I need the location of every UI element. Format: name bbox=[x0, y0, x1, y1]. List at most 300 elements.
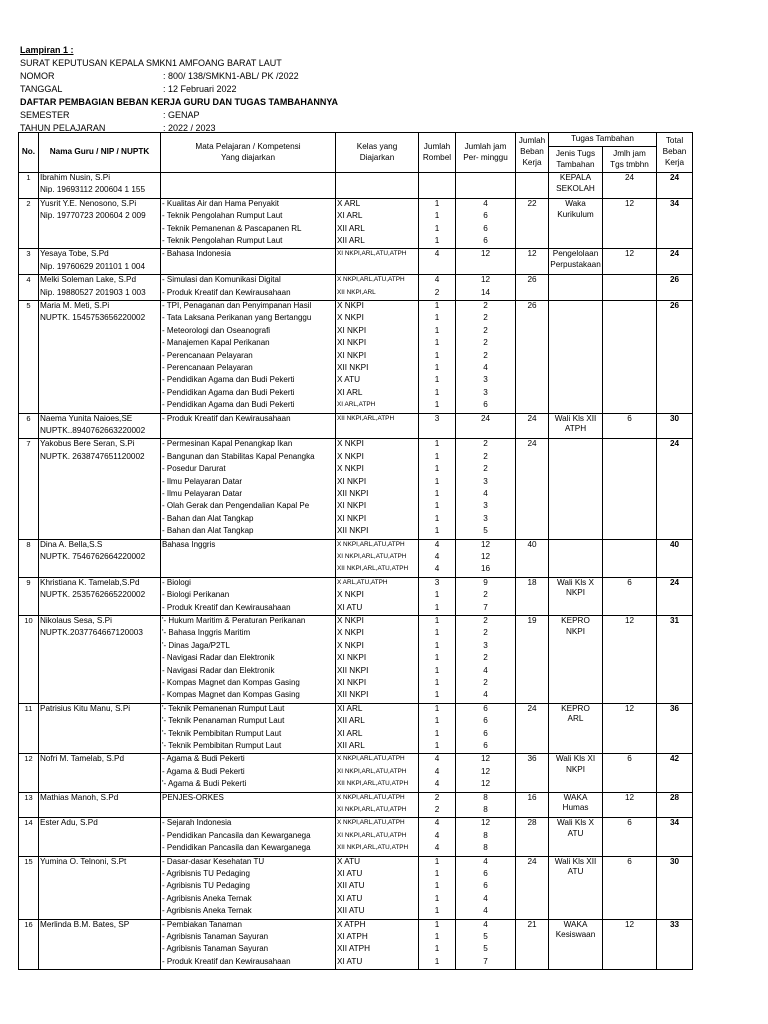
extra-task bbox=[549, 919, 603, 970]
extra-task-line: Perpustakaan bbox=[550, 260, 601, 270]
subject-item: '- Hukum Maritim & Peraturan Perikanan bbox=[162, 615, 306, 625]
subject-item: - TPI, Penaganan dan Penyimpanan Hasil bbox=[162, 300, 312, 310]
rombel-value: 4 bbox=[434, 766, 440, 776]
workload-value: 24 bbox=[516, 703, 549, 754]
teacher-id: NUPTK. 2638747651120002 bbox=[40, 451, 145, 461]
hours-value: 6 bbox=[483, 881, 488, 891]
row-number bbox=[19, 198, 39, 249]
hours-value: 6 bbox=[483, 211, 488, 221]
rombel-value: 2 bbox=[434, 792, 440, 802]
teacher-name: Ester Adu, S.Pd bbox=[40, 818, 98, 828]
teacher-identity bbox=[39, 856, 161, 919]
workload-value: 40 bbox=[516, 539, 549, 577]
teacher-id: Nip. 19693112 200604 1 155 bbox=[40, 185, 146, 195]
rombel-value: 1 bbox=[434, 313, 440, 323]
class-list bbox=[336, 413, 419, 439]
subject-item: - Manajemen Kapal Perikanan bbox=[162, 338, 270, 348]
subject-item: - Navigasi Radar dan Elektronik bbox=[162, 653, 275, 663]
extra-task-line: KEPRO bbox=[561, 615, 590, 625]
hours-value: 2 bbox=[483, 615, 488, 625]
subject-list bbox=[161, 919, 336, 970]
subject-list bbox=[161, 856, 336, 919]
subject-item: - Pendidikan Pancasila dan Kewarganega bbox=[162, 830, 311, 840]
class-item: XII NKPI,ARL,ATU,ATPH bbox=[337, 565, 409, 573]
extra-task-line: Kurikulum bbox=[557, 209, 594, 219]
table-row bbox=[19, 539, 693, 577]
extra-task bbox=[549, 173, 603, 199]
hours-value: 6 bbox=[483, 703, 488, 713]
class-item: XII ARL bbox=[337, 716, 365, 726]
subject-list bbox=[161, 300, 336, 413]
teacher-name: Dina A. Bella,S.S bbox=[40, 539, 103, 549]
class-list bbox=[336, 173, 419, 199]
hours-value: 2 bbox=[483, 439, 488, 449]
subject-item: - Agribisnis Aneka Ternak bbox=[162, 906, 252, 916]
class-item: X ARL bbox=[337, 198, 361, 208]
workload-table bbox=[18, 132, 693, 970]
hours-value: 6 bbox=[483, 716, 488, 726]
row-number-value: 4 bbox=[26, 275, 31, 285]
class-item: XII NKPI bbox=[337, 362, 369, 372]
extra-task-hours: 6 bbox=[603, 577, 657, 615]
hours-value: 12 bbox=[480, 249, 491, 259]
extra-task-line: ATU bbox=[567, 867, 584, 877]
col-no: No. bbox=[19, 133, 39, 173]
subject-item: - Ilmu Pelayaran Datar bbox=[162, 488, 243, 498]
teacher-id: Nip. 19880527 201903 1 003 bbox=[40, 287, 146, 297]
row-number-value: 9 bbox=[26, 577, 31, 587]
hours-value: 4 bbox=[483, 856, 488, 866]
hours-list bbox=[456, 173, 516, 199]
row-number bbox=[19, 249, 39, 275]
subject-item: - Agribisnis TU Pedaging bbox=[162, 868, 250, 878]
total-workload: 40 bbox=[657, 539, 693, 577]
subject-item: - Tata Laksana Perikanan yang Bertanggu bbox=[162, 313, 312, 323]
rombel-list bbox=[419, 249, 456, 275]
col-beban-line2: Beban bbox=[520, 147, 544, 157]
surat-title: SURAT KEPUTUSAN KEPALA SMKN1 AMFOANG BARAT LAUT bbox=[20, 58, 282, 68]
class-item: X NKPI bbox=[337, 590, 364, 600]
subject-item: - Kompas Magnet dan Kompas Gasing bbox=[162, 690, 300, 700]
subject-item: - Perencanaan Pelayaran bbox=[162, 362, 253, 372]
row-number-value: 3 bbox=[26, 249, 31, 259]
class-item: X NKPI bbox=[337, 640, 364, 650]
rombel-value: 4 bbox=[434, 551, 440, 561]
hours-list bbox=[456, 919, 516, 970]
teacher-identity bbox=[39, 792, 161, 818]
subject-item: - Pendidikan Agama dan Budi Pekerti bbox=[162, 387, 295, 397]
class-item: X NKPI,ARL,ATU,ATPH bbox=[337, 276, 405, 284]
col-kelas-line1: Kelas yang bbox=[356, 141, 398, 151]
col-total-line2: Beban bbox=[662, 147, 687, 157]
extra-task-hours: 6 bbox=[603, 413, 657, 439]
row-number-value: 13 bbox=[24, 792, 33, 802]
hours-value: 2 bbox=[483, 338, 488, 348]
class-item: XI NKPI bbox=[337, 338, 367, 348]
extra-task-line: ATU bbox=[567, 829, 584, 839]
document-header bbox=[20, 44, 750, 135]
extra-task-line: ARL bbox=[567, 714, 584, 724]
rombel-list bbox=[419, 792, 456, 818]
rombel-value: 1 bbox=[434, 703, 440, 713]
extra-task-hours: 24 bbox=[603, 173, 657, 199]
teacher-identity bbox=[39, 300, 161, 413]
row-number bbox=[19, 792, 39, 818]
extra-task bbox=[549, 275, 603, 301]
hours-list bbox=[456, 792, 516, 818]
rombel-value: 1 bbox=[434, 362, 440, 372]
col-total bbox=[657, 133, 693, 173]
rombel-value: 4 bbox=[434, 754, 440, 764]
total-workload: 31 bbox=[657, 615, 693, 703]
subject-item: - Pendidikan Agama dan Budi Pekerti bbox=[162, 400, 295, 410]
class-item: XII NKPI bbox=[337, 665, 369, 675]
class-item: X NKPI bbox=[337, 464, 364, 474]
extra-task bbox=[549, 413, 603, 439]
class-item: X NKPI bbox=[337, 439, 364, 449]
rombel-value: 1 bbox=[434, 893, 440, 903]
rombel-value: 1 bbox=[434, 439, 440, 449]
subject-item: - Biologi bbox=[162, 577, 191, 587]
workload-value: 36 bbox=[516, 754, 549, 792]
extra-task-line: Wali Kls XII bbox=[554, 413, 597, 423]
class-item: XI NKPI bbox=[337, 653, 367, 663]
rombel-value: 4 bbox=[434, 539, 440, 549]
subject-item: '- Dinas Jaga/P2TL bbox=[162, 640, 230, 650]
subject-item: - Simulasi dan Komunikasi Digital bbox=[162, 275, 281, 285]
hours-value: 8 bbox=[483, 804, 488, 814]
extra-task-hours: 12 bbox=[603, 615, 657, 703]
class-item: X NKPI bbox=[337, 300, 364, 310]
rombel-value: 2 bbox=[434, 804, 440, 814]
class-item: XI ATU bbox=[337, 868, 363, 878]
total-workload: 26 bbox=[657, 275, 693, 301]
subject-item: - Agama & Budi Pekerti bbox=[162, 754, 245, 764]
table-row bbox=[19, 300, 693, 413]
row-number bbox=[19, 539, 39, 577]
rombel-value: 3 bbox=[434, 413, 440, 423]
extra-task-line: NKPI bbox=[565, 765, 586, 775]
lampiran-label: Lampiran 1 : bbox=[20, 45, 74, 55]
class-item: XII NKPI bbox=[337, 488, 369, 498]
subject-item: - Produk Kreatif dan Kewirausahaan bbox=[162, 413, 291, 423]
hours-value: 6 bbox=[483, 740, 488, 750]
extra-task bbox=[549, 856, 603, 919]
class-item: X NKPI,ARL,ATU,ATPH bbox=[337, 755, 405, 763]
class-list bbox=[336, 754, 419, 792]
class-item: XI ARL,ATPH bbox=[337, 401, 376, 409]
class-item: XII ARL bbox=[337, 235, 365, 245]
class-item: X NKPI bbox=[337, 628, 364, 638]
teacher-identity bbox=[39, 198, 161, 249]
extra-task-hours: 6 bbox=[603, 818, 657, 856]
col-jam bbox=[456, 133, 516, 173]
hours-list bbox=[456, 818, 516, 856]
hours-value: 6 bbox=[483, 235, 488, 245]
hours-value: 12 bbox=[480, 539, 491, 549]
hours-value: 2 bbox=[483, 677, 488, 687]
col-jenis-line1: Jenis Tugs bbox=[555, 148, 596, 158]
extra-task-line: WAKA bbox=[563, 919, 588, 929]
extra-task-hours: 6 bbox=[603, 856, 657, 919]
hours-value: 3 bbox=[483, 513, 488, 523]
hours-value: 2 bbox=[483, 653, 488, 663]
rombel-value: 1 bbox=[434, 728, 440, 738]
row-number bbox=[19, 173, 39, 199]
rombel-value: 1 bbox=[434, 931, 440, 941]
subject-item: - Teknik Pengolahan Rumput Laut bbox=[162, 235, 283, 245]
workload-value: 18 bbox=[516, 577, 549, 615]
class-item: XI ATPH bbox=[337, 931, 368, 941]
tanggal-label: TANGGAL bbox=[20, 84, 63, 94]
col-beban-line1: Jumlah bbox=[518, 136, 546, 146]
teacher-name: Nofri M. Tamelab, S.Pd bbox=[40, 754, 125, 764]
tanggal-row bbox=[20, 83, 750, 96]
extra-task-line: NKPI bbox=[565, 588, 586, 598]
document-title: DAFTAR PEMBAGIAN BEBAN KERJA GURU DAN TUGAS TAMBAHANNYA bbox=[20, 97, 339, 107]
teacher-name: Maria M. Meti, S.Pi bbox=[40, 300, 110, 310]
col-jenis-line2: Tambahan bbox=[556, 159, 595, 169]
rombel-value: 1 bbox=[434, 665, 440, 675]
col-tugas: Tugas Tambahan bbox=[549, 133, 657, 147]
class-item: XII NKPI bbox=[337, 690, 369, 700]
class-list bbox=[336, 818, 419, 856]
teacher-identity bbox=[39, 275, 161, 301]
workload-value: 24 bbox=[516, 856, 549, 919]
hours-value: 12 bbox=[480, 754, 491, 764]
class-list bbox=[336, 249, 419, 275]
table-row bbox=[19, 818, 693, 856]
rombel-value: 4 bbox=[434, 779, 440, 789]
row-number bbox=[19, 577, 39, 615]
class-item: XI ARL bbox=[337, 211, 363, 221]
hours-value: 12 bbox=[480, 551, 491, 561]
extra-task-hours bbox=[603, 439, 657, 539]
hours-value: 12 bbox=[480, 818, 491, 828]
extra-task-line: Pengelolaan bbox=[552, 249, 599, 259]
hours-value: 4 bbox=[483, 893, 488, 903]
class-item: XII ATPH bbox=[337, 944, 371, 954]
subject-item: '- Teknik Pembibitan Rumput Laut bbox=[162, 740, 282, 750]
table-row bbox=[19, 275, 693, 301]
extra-task-hours bbox=[603, 300, 657, 413]
row-number bbox=[19, 300, 39, 413]
tanggal-value: : 12 Februari 2022 bbox=[163, 84, 237, 94]
hours-value: 2 bbox=[483, 451, 488, 461]
rombel-list bbox=[419, 539, 456, 577]
col-jmlh bbox=[603, 147, 657, 173]
rombel-value: 1 bbox=[434, 615, 440, 625]
total-workload: 24 bbox=[657, 173, 693, 199]
class-item: XI ARL bbox=[337, 728, 363, 738]
extra-task-line: KEPRO bbox=[561, 703, 590, 713]
rombel-value: 1 bbox=[434, 944, 440, 954]
row-number bbox=[19, 818, 39, 856]
total-workload: 24 bbox=[657, 439, 693, 539]
table-row bbox=[19, 439, 693, 539]
hours-value: 8 bbox=[483, 830, 488, 840]
extra-task-line: Kesiswaan bbox=[555, 930, 596, 940]
subject-item: PENJES-ORKES bbox=[162, 792, 224, 802]
hours-value: 2 bbox=[483, 313, 488, 323]
table-row bbox=[19, 703, 693, 754]
extra-task bbox=[549, 615, 603, 703]
hours-list bbox=[456, 275, 516, 301]
rombel-list bbox=[419, 919, 456, 970]
subject-item: '- Agama & Budi Pekerti bbox=[162, 779, 247, 789]
teacher-name: Yusrit Y.E. Nenosono, S.Pi bbox=[40, 198, 137, 208]
hours-value: 12 bbox=[480, 766, 491, 776]
row-number-value: 7 bbox=[26, 439, 31, 449]
subject-item: - Teknik Pemanenan & Pascapanen RL bbox=[162, 223, 302, 233]
teacher-id: NUPTK..8940762663220002 bbox=[40, 425, 146, 435]
class-item: XII ATU bbox=[337, 881, 365, 891]
teacher-id: Nip. 19760629 201101 1 004 bbox=[40, 261, 146, 271]
hours-value: 8 bbox=[483, 843, 488, 853]
nomor-row bbox=[20, 70, 750, 83]
workload-value: 26 bbox=[516, 300, 549, 413]
teacher-name: Patrisius Kitu Manu, S.Pi bbox=[40, 703, 131, 713]
rombel-value: 1 bbox=[434, 488, 440, 498]
row-number-value: 14 bbox=[24, 818, 33, 828]
class-item: XII NKPI,ARL,ATU,ATPH bbox=[337, 844, 409, 852]
hours-value: 3 bbox=[483, 375, 488, 385]
rombel-value: 1 bbox=[434, 526, 440, 536]
rombel-value: 1 bbox=[434, 350, 440, 360]
hours-value: 2 bbox=[483, 350, 488, 360]
hours-value: 3 bbox=[483, 476, 488, 486]
subject-item: - Permesinan Kapal Penangkap Ikan bbox=[162, 439, 293, 449]
teacher-identity bbox=[39, 173, 161, 199]
subject-item: - Agribisnis Aneka Ternak bbox=[162, 893, 252, 903]
teacher-identity bbox=[39, 249, 161, 275]
hours-value: 6 bbox=[483, 223, 488, 233]
class-item: XI ARL bbox=[337, 387, 363, 397]
class-item: XI NKPI bbox=[337, 350, 367, 360]
subject-item: '- Bahasa Inggris Maritim bbox=[162, 628, 251, 638]
row-number bbox=[19, 856, 39, 919]
rombel-value: 4 bbox=[434, 275, 440, 285]
col-rombel-line2: Rombel bbox=[422, 152, 452, 162]
class-item: X NKPI bbox=[337, 313, 364, 323]
extra-task-line: Humas bbox=[562, 803, 589, 813]
row-number-value: 16 bbox=[24, 919, 33, 929]
extra-task-line: NKPI bbox=[565, 626, 586, 636]
rombel-value: 1 bbox=[434, 590, 440, 600]
class-item: XII NKPI,ARL bbox=[337, 288, 376, 296]
subject-list bbox=[161, 577, 336, 615]
class-item: XI NKPI,ARL,ATU,ATPH bbox=[337, 552, 407, 560]
extra-task bbox=[549, 577, 603, 615]
extra-task bbox=[549, 539, 603, 577]
rombel-list bbox=[419, 413, 456, 439]
rombel-list bbox=[419, 754, 456, 792]
table-row bbox=[19, 173, 693, 199]
extra-task bbox=[549, 198, 603, 249]
total-workload: 33 bbox=[657, 919, 693, 970]
rombel-list bbox=[419, 275, 456, 301]
subject-item: - Produk Kreatif dan Kewirausahaan bbox=[162, 287, 291, 297]
subject-item: - Bahan dan Alat Tangkap bbox=[162, 513, 254, 523]
extra-task-line: KEPALA bbox=[559, 173, 592, 182]
class-item: XI ATU bbox=[337, 893, 363, 903]
teacher-name: Melki Soleman Lake, S.Pd bbox=[40, 275, 137, 285]
hours-value: 12 bbox=[480, 779, 491, 789]
hours-list bbox=[456, 300, 516, 413]
rombel-value: 1 bbox=[434, 325, 440, 335]
teacher-id: NUPTK.2037764667120003 bbox=[40, 628, 143, 638]
workload-value: 16 bbox=[516, 792, 549, 818]
workload-value: 19 bbox=[516, 615, 549, 703]
extra-task-line: Wali Kls XII bbox=[554, 856, 597, 866]
extra-task-line: Waka bbox=[565, 198, 586, 208]
tahun-value: : 2022 / 2023 bbox=[163, 123, 216, 133]
rombel-list bbox=[419, 439, 456, 539]
extra-task-line: Wali Kls X bbox=[557, 818, 594, 828]
subject-item: - Olah Gerak dan Pengendalian Kapal Pe bbox=[162, 501, 310, 511]
total-workload: 42 bbox=[657, 754, 693, 792]
tahun-label: TAHUN PELAJARAN bbox=[20, 123, 106, 133]
class-item: XII NKPI bbox=[337, 526, 369, 536]
subject-item: - Bahasa Indonesia bbox=[162, 249, 231, 259]
hours-value: 3 bbox=[483, 501, 488, 511]
rombel-value: 1 bbox=[434, 223, 440, 233]
row-number-value: 2 bbox=[26, 198, 31, 208]
extra-task-hours: 12 bbox=[603, 703, 657, 754]
hours-value: 14 bbox=[480, 287, 491, 297]
class-item: XI NKPI bbox=[337, 325, 367, 335]
class-item: XII ARL bbox=[337, 223, 365, 233]
hours-value: 24 bbox=[480, 413, 491, 423]
subject-list bbox=[161, 539, 336, 577]
nomor-label: NOMOR bbox=[20, 71, 55, 81]
rombel-value: 1 bbox=[434, 740, 440, 750]
class-item: X NKPI bbox=[337, 615, 364, 625]
row-number-value: 6 bbox=[26, 413, 31, 423]
hours-value: 2 bbox=[483, 590, 488, 600]
teacher-identity bbox=[39, 919, 161, 970]
rombel-value: 1 bbox=[434, 868, 440, 878]
extra-task bbox=[549, 439, 603, 539]
subject-list bbox=[161, 818, 336, 856]
hours-value: 7 bbox=[483, 602, 488, 612]
rombel-value: 1 bbox=[434, 690, 440, 700]
hours-value: 5 bbox=[483, 526, 488, 536]
rombel-value: 1 bbox=[434, 375, 440, 385]
teacher-name: Yumina O. Telnoni, S.Pt bbox=[40, 856, 127, 866]
subject-list bbox=[161, 439, 336, 539]
teacher-identity bbox=[39, 413, 161, 439]
rombel-value: 2 bbox=[434, 287, 440, 297]
class-item: XI NKPI,ARL,ATU,ATPH bbox=[337, 767, 407, 775]
extra-task-hours: 12 bbox=[603, 198, 657, 249]
rombel-value: 1 bbox=[434, 640, 440, 650]
teacher-identity bbox=[39, 703, 161, 754]
row-number bbox=[19, 615, 39, 703]
class-item: X ATPH bbox=[337, 919, 366, 929]
rombel-value: 4 bbox=[434, 843, 440, 853]
rombel-value: 1 bbox=[434, 513, 440, 523]
subject-item: '- Teknik Penanaman Rumput Laut bbox=[162, 716, 285, 726]
class-item: XI ATU bbox=[337, 956, 363, 966]
subject-list bbox=[161, 754, 336, 792]
subject-list bbox=[161, 792, 336, 818]
rombel-list bbox=[419, 818, 456, 856]
subject-item: - Meteorologi dan Oseanografi bbox=[162, 325, 271, 335]
row-number bbox=[19, 703, 39, 754]
subject-item: - Teknik Pengolahan Rumput Laut bbox=[162, 211, 283, 221]
subject-item: - Agribisnis TU Pedaging bbox=[162, 881, 250, 891]
